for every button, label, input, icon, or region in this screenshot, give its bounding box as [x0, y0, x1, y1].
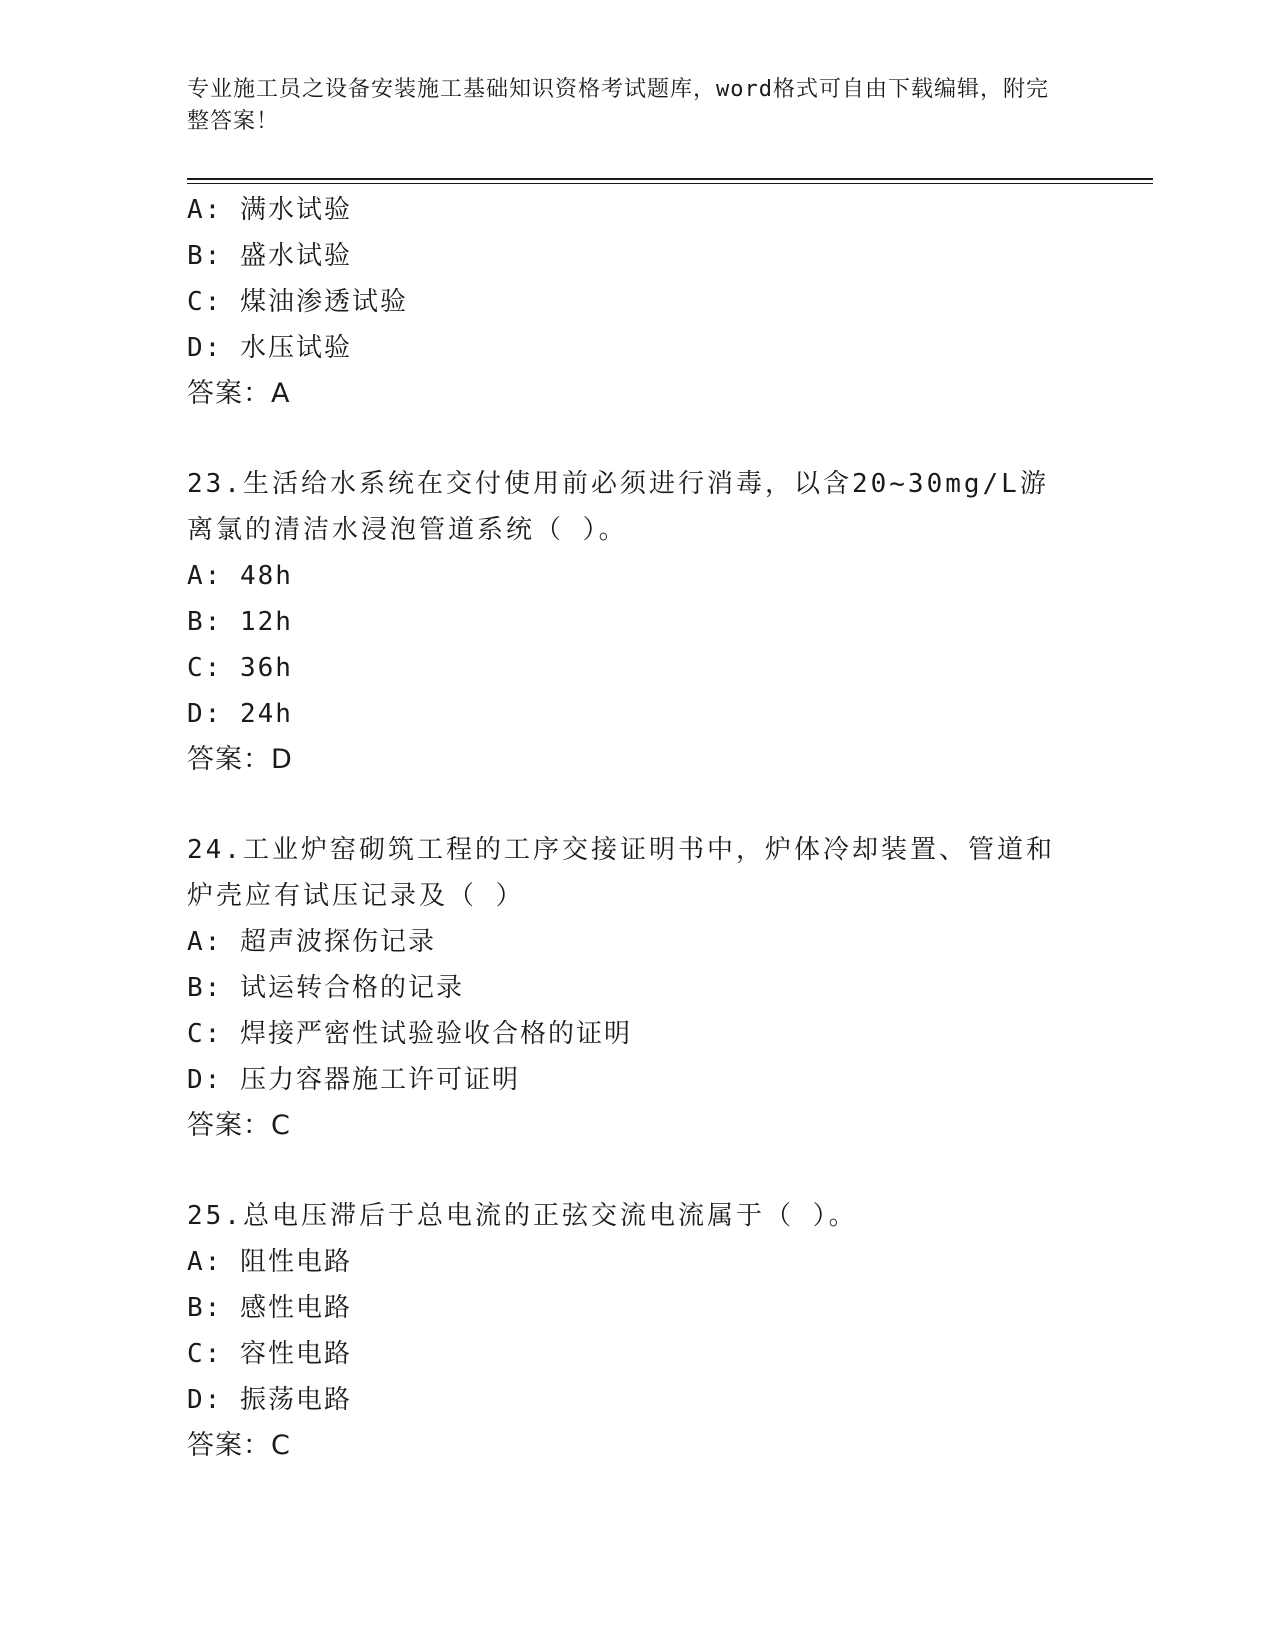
option-b: B: 盛水试验 [187, 241, 352, 271]
question-text: 23.生活给水系统在交付使用前必须进行消毒，以含20~30mg/L游离氯的清洁水浸泡管道系统（ ）。 [187, 469, 1049, 545]
option-b: B: 试运转合格的记录 [187, 973, 464, 1003]
question-25 [187, 1193, 1087, 1469]
option-d: D: 水压试验 [187, 333, 352, 363]
option-b: B: 感性电路 [187, 1293, 352, 1323]
question-text: 24.工业炉窑砌筑工程的工序交接证明书中，炉体冷却装置、管道和炉壳应有试压记录及（ ） [187, 835, 1055, 911]
answer-line: 答案：C [187, 1430, 291, 1461]
question-23 [187, 461, 1087, 783]
option-b: B: 12h [187, 607, 293, 637]
option-a: A: 阻性电路 [187, 1247, 352, 1277]
option-c: C: 焊接严密性试验验收合格的证明 [187, 1019, 632, 1049]
option-a: A: 满水试验 [187, 195, 352, 225]
option-c: C: 36h [187, 653, 293, 683]
option-a: A: 超声波探伤记录 [187, 927, 436, 957]
document-header: 专业施工员之设备安装施工基础知识资格考试题库，word格式可自由下载编辑，附完整答案！ [187, 77, 1049, 134]
spacer [187, 783, 1087, 827]
option-d: D: 压力容器施工许可证明 [187, 1065, 520, 1095]
question-text: 25.总电压滞后于总电流的正弦交流电流属于（ ）。 [187, 1201, 858, 1231]
option-c: C: 煤油渗透试验 [187, 287, 408, 317]
spacer [187, 1149, 1087, 1193]
spacer [187, 417, 1087, 461]
option-d: D: 振荡电路 [187, 1385, 352, 1415]
question-22-continued [187, 187, 1087, 417]
question-24 [187, 827, 1087, 1149]
question-list [187, 187, 1087, 1469]
option-c: C: 容性电路 [187, 1339, 352, 1369]
option-d: D: 24h [187, 699, 293, 729]
option-a: A: 48h [187, 561, 293, 591]
answer-line: 答案：A [187, 378, 291, 409]
answer-line: 答案：C [187, 1110, 291, 1141]
header-divider [187, 178, 1153, 184]
answer-line: 答案：D [187, 744, 293, 775]
